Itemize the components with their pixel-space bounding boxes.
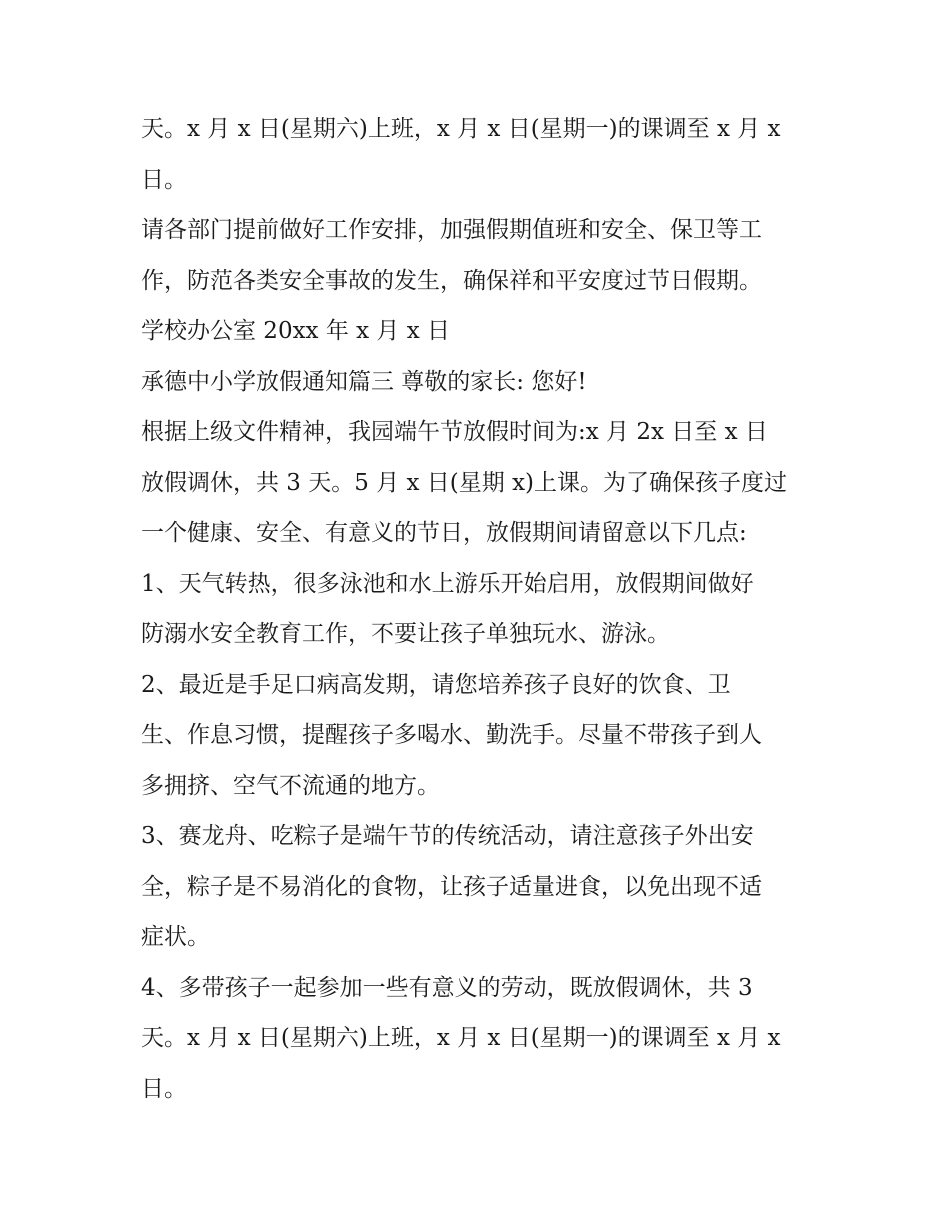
signature-line: 学校办公室 20xx 年 x 月 x 日 <box>141 318 451 344</box>
list-item: 4、多带孩子一起参加一些有意义的劳动，既放假调休，共 3 <box>141 974 753 1001</box>
text-line: 全，粽子是不易消化的食物，让孩子适量进食，以免出现不适 <box>141 873 762 900</box>
text-line: 症状。 <box>141 924 210 950</box>
section-heading: 承德中小学放假通知篇三 尊敬的家长: 您好! <box>141 368 587 395</box>
text-line: 放假调休，共 3 天。5 月 x 日(星期 x)上课。为了确保孩子度过 <box>141 469 788 496</box>
text-line: 天。x 月 x 日(星期六)上班，x 月 x 日(星期一)的课调至 x 月 x <box>141 116 781 142</box>
list-item: 3、赛龙舟、吃粽子是端午节的传统活动，请注意孩子外出安 <box>141 823 754 849</box>
text-line: 多拥挤、空气不流通的地方。 <box>141 772 440 799</box>
text-line: 日。 <box>141 166 187 193</box>
document-body <box>141 104 821 1114</box>
text-line: 一个健康、安全、有意义的节日，放假期间请留意以下几点: <box>141 520 747 546</box>
text-line: 生、作息习惯，提醒孩子多喝水、勤洗手。尽量不带孩子到人 <box>141 722 762 748</box>
list-item: 1、天气转热，很多泳池和水上游乐开始启用，放假期间做好 <box>141 570 754 597</box>
text-line: 作，防范各类安全事故的发生，确保祥和平安度过节日假期。 <box>141 267 762 294</box>
text-line: 天。x 月 x 日(星期六)上班，x 月 x 日(星期一)的课调至 x 月 x <box>141 1025 781 1051</box>
text-line: 日。 <box>141 1075 187 1102</box>
text-line: 请各部门提前做好工作安排，加强假期值班和安全、保卫等工 <box>141 217 762 243</box>
list-item: 2、最近是手足口病高发期，请您培养孩子良好的饮食、卫 <box>141 671 731 698</box>
text-line: 根据上级文件精神，我园端午节放假时间为:x 月 2x 日至 x 日 <box>141 419 768 445</box>
text-line: 防溺水安全教育工作，不要让孩子单独玩水、游泳。 <box>141 621 670 647</box>
